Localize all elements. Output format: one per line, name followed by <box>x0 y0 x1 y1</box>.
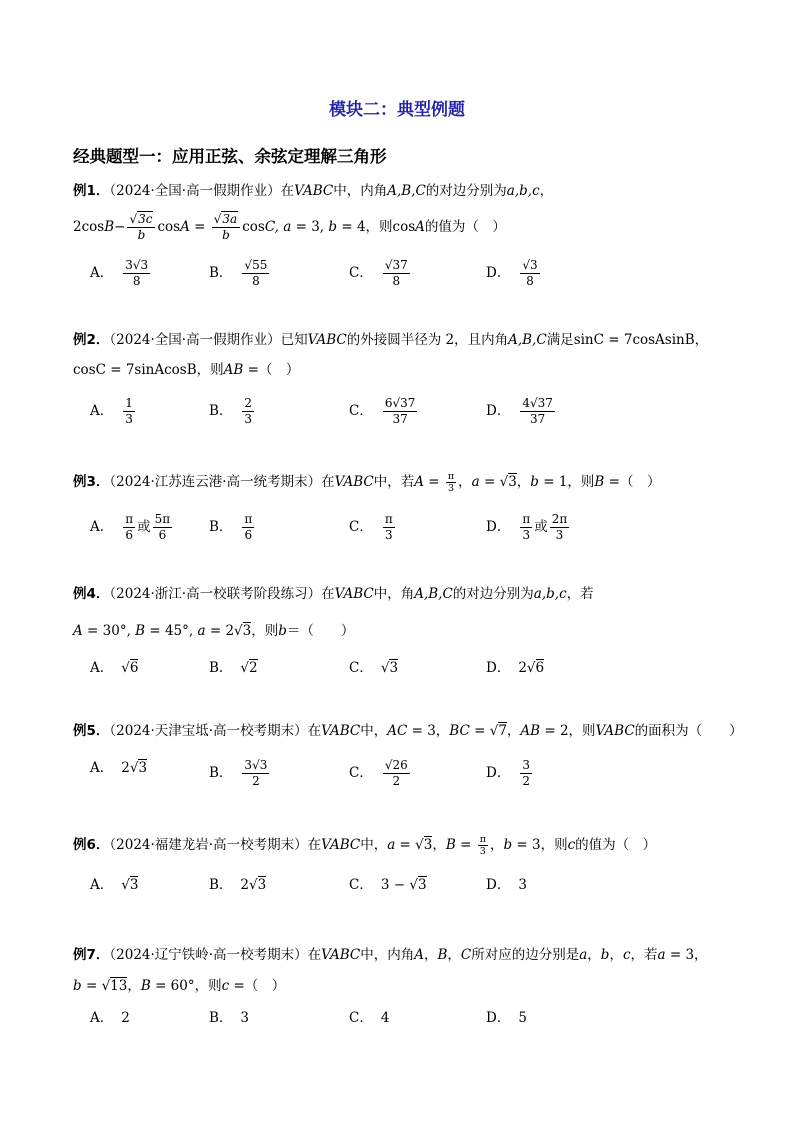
option-d[interactable]: D． 5 <box>486 1010 527 1026</box>
example-2-line-1: 例2．（2024·全国·高一假期作业）已知VABC的外接圆半径为 2，且内角A,B,C满足sinC = 7cosAsinB， <box>73 332 709 348</box>
fraction: $\frac{√3a}{b}$ <box>212 212 240 243</box>
example-label: 例1． <box>73 183 110 199</box>
option-c[interactable]: C． $\frac{√26}{2}$ <box>349 758 408 788</box>
example-7-line-1: 例7．（2024·辽宁铁岭·高一校考期末）在VABC中，内角A，B，C所对应的边分别是a，b，c，若a = 3， <box>73 947 708 963</box>
option-d[interactable]: D． $\frac{3}{2}$ <box>486 758 530 788</box>
option-c[interactable]: C． $\frac{√37}{8}$ <box>349 258 408 288</box>
option-c[interactable]: C． $\frac{6√37}{37}$ <box>349 396 416 426</box>
example-source: （2024·全国·高一假期作业） <box>109 183 281 199</box>
page-title: 模块二：典型例题 <box>329 100 465 120</box>
example-source: （2024·全国·高一假期作业） <box>109 332 281 348</box>
example-source: （2024·江苏连云港·高一统考期末） <box>109 474 322 490</box>
option-c[interactable]: C． √3 <box>349 660 399 676</box>
example-label: 例7． <box>73 947 110 963</box>
example-7-line-2: b = √13，B = 60°，则c =（ ） <box>73 978 286 994</box>
option-a[interactable]: A． $\frac{3√3}{8}$ <box>90 258 149 288</box>
option-b[interactable]: B． $\frac{√55}{8}$ <box>209 258 268 288</box>
example-4-line-2: A = 30°, B = 45°, a = 2√3，则b＝（ ） <box>73 623 355 639</box>
example-source: （2024·辽宁铁岭·高一校考期末） <box>109 947 308 963</box>
option-b[interactable]: B． 2√3 <box>209 877 267 893</box>
option-b[interactable]: B． $\frac{2}{3}$ <box>209 396 253 426</box>
example-label: 例3． <box>73 474 110 490</box>
example-1-line-2: 2cosB− $\frac{√3c}{b}$ cosA = $\frac{√3a}{b}$ cosC, a = 3, b = 4，则cosA的值为（ ） <box>73 212 506 242</box>
option-c[interactable]: C． 3 − √3 <box>349 877 427 893</box>
example-5-line-1: 例5．（2024·天津宝坻·高一校考期末）在VABC中，AC = 3，BC = √7，AB = 2，则VABC的面积为（ ） <box>73 723 743 739</box>
option-c[interactable]: C． $\frac{\pi}{3}$ <box>349 512 393 542</box>
option-d[interactable]: D． $\frac{\pi}{3}$ 或 $\frac{2\pi}{3}$ <box>486 512 568 542</box>
example-label: 例5． <box>73 723 110 739</box>
section-title: 经典题型一：应用正弦、余弦定理解三角形 <box>73 147 387 166</box>
example-1-line-1: 例1．（2024·全国·高一假期作业）在VABC中，内角A,B,C的对边分别为a,b,c， <box>73 183 554 199</box>
example-label: 例2． <box>73 332 110 348</box>
option-a[interactable]: A． 2√3 <box>90 760 148 776</box>
option-a[interactable]: A． √6 <box>90 660 139 676</box>
option-d[interactable]: D． $\frac{4√37}{37}$ <box>486 396 553 426</box>
example-4-line-1: 例4．（2024·浙江·高一校联考阶段练习）在VABC中，角A,B,C的对边分别为a,b,c，若 <box>73 586 594 602</box>
example-3-line-1: 例3．（2024·江苏连云港·高一统考期末）在VABC中，若A = $\frac{\pi}{3}$ ，a = √3，b = 1，则B =（ ） <box>73 471 661 494</box>
example-source: （2024·福建龙岩·高一校考期末） <box>109 837 308 853</box>
example-label: 例6． <box>73 837 110 853</box>
option-a[interactable]: A． $\frac{\pi}{6}$ 或 $\frac{5\pi}{6}$ <box>90 512 171 542</box>
option-b[interactable]: B． $\frac{\pi}{6}$ <box>209 512 253 542</box>
option-a[interactable]: A． 2 <box>90 1010 130 1026</box>
option-a[interactable]: A． √3 <box>90 877 139 893</box>
option-c[interactable]: C． 4 <box>349 1010 390 1026</box>
example-2-line-2: cosC = 7sinAcosB，则AB =（ ） <box>73 362 300 378</box>
example-label: 例4． <box>73 586 110 602</box>
example-6-line-1: 例6．（2024·福建龙岩·高一校考期末）在VABC中，a = √3，B = $\frac{\pi}{3}$ ，b = 3，则c的值为（ ） <box>73 834 657 857</box>
option-b[interactable]: B． √2 <box>209 660 258 676</box>
option-d[interactable]: D． $\frac{√3}{8}$ <box>486 258 538 288</box>
example-source: （2024·浙江·高一校联考阶段练习） <box>109 586 322 602</box>
fraction: $\frac{√3c}{b}$ <box>127 212 155 243</box>
option-b[interactable]: B． 3 <box>209 1010 250 1026</box>
option-b[interactable]: B． $\frac{3√3}{2}$ <box>209 758 268 788</box>
example-source: （2024·天津宝坻·高一校考期末） <box>109 723 308 739</box>
option-d[interactable]: D． 3 <box>486 877 527 893</box>
option-a[interactable]: A． $\frac{1}{3}$ <box>90 396 133 426</box>
option-d[interactable]: D． 2√6 <box>486 660 545 676</box>
